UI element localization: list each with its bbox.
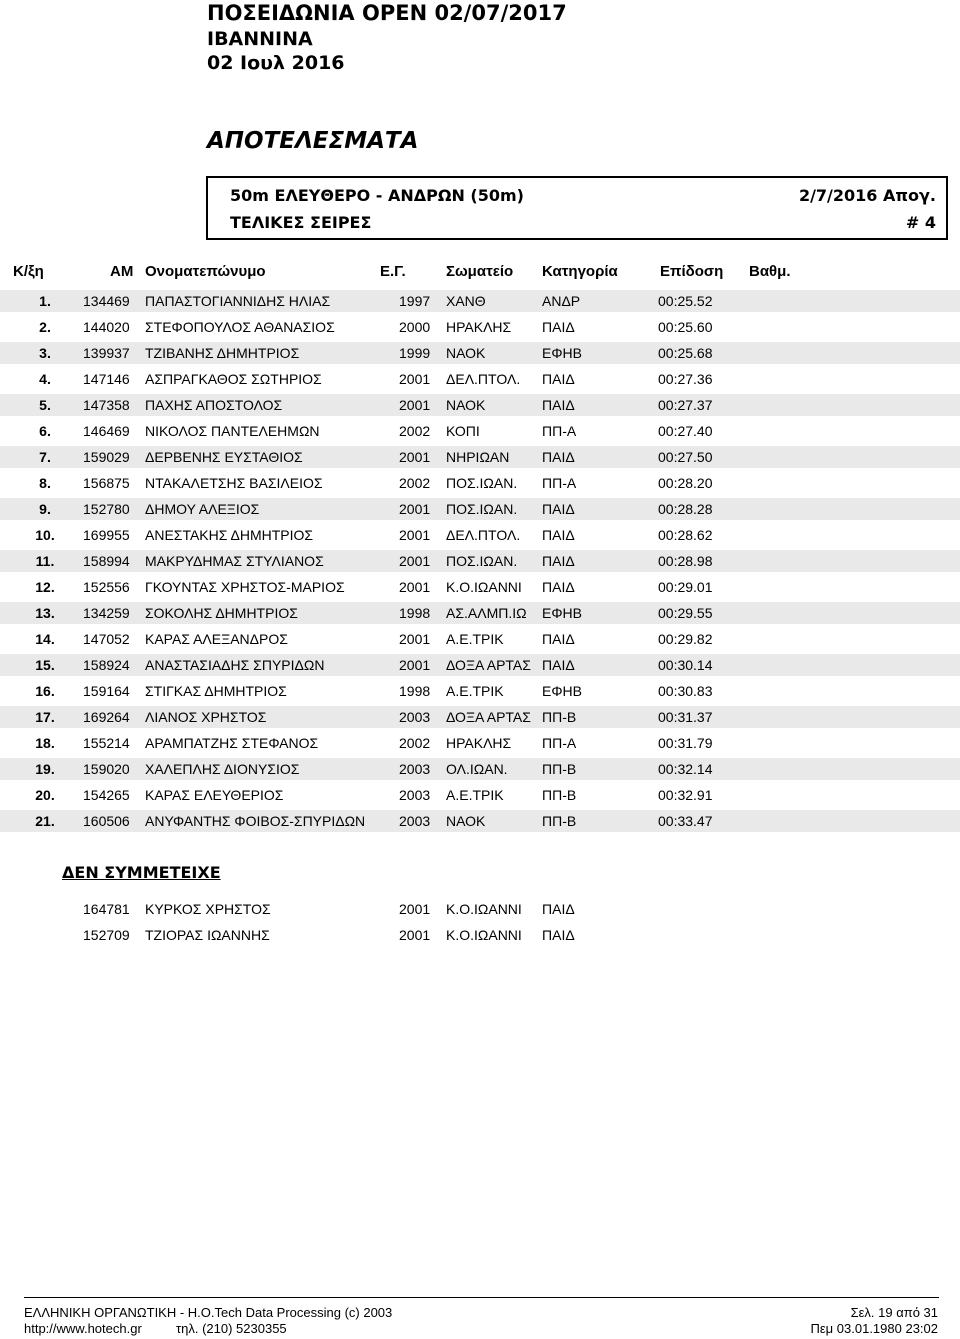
club-cell: ΝΗΡΙΩΑΝ <box>446 449 510 465</box>
athlete-id-cell: 164781 <box>83 901 130 917</box>
athlete-id-cell: 155214 <box>83 735 130 751</box>
birth-year-cell: 2002 <box>399 735 431 751</box>
athlete-name-cell: ΚΑΡΑΣ ΕΛΕΥΘΕΡΙΟΣ <box>145 787 284 803</box>
rank-cell: 19. <box>35 761 55 777</box>
time-cell: 00:27.37 <box>658 397 713 413</box>
club-cell: ΔΟΞΑ ΑΡΤΑΣ <box>446 657 531 673</box>
column-header-id: ΑΜ <box>110 263 134 280</box>
category-cell: ΠΑΙΔ <box>542 579 575 595</box>
athlete-id-cell: 134259 <box>83 605 130 621</box>
result-row <box>0 446 960 468</box>
birth-year-cell: 2003 <box>399 787 431 803</box>
club-cell: ΗΡΑΚΛΗΣ <box>446 319 512 335</box>
category-cell: ΠΠ-Α <box>542 475 577 491</box>
time-cell: 00:25.52 <box>658 293 713 309</box>
result-row <box>0 654 960 676</box>
result-row <box>0 810 960 832</box>
time-cell: 00:29.55 <box>658 605 713 621</box>
club-cell: Α.Ε.ΤΡΙΚ <box>446 787 504 803</box>
athlete-name-cell: ΔΗΜΟΥ ΑΛΕΞΙΟΣ <box>145 501 260 517</box>
category-cell: ΠΑΙΔ <box>542 397 575 413</box>
birth-year-cell: 1998 <box>399 605 431 621</box>
result-row <box>0 394 960 416</box>
club-cell: ΔΕΛ.ΠΤΟΛ. <box>446 371 521 387</box>
club-cell: ΟΛ.ΙΩΑΝ. <box>446 761 508 777</box>
time-cell: 00:27.50 <box>658 449 713 465</box>
birth-year-cell: 2001 <box>399 579 431 595</box>
athlete-name-cell: ΧΑΛΕΠΛΗΣ ΔΙΟΝΥΣΙΟΣ <box>145 761 300 777</box>
time-cell: 00:27.36 <box>658 371 713 387</box>
athlete-id-cell: 159164 <box>83 683 130 699</box>
footer-phone: τηλ. (210) 5230355 <box>176 1321 287 1336</box>
category-cell: ΕΦΗΒ <box>542 605 582 621</box>
birth-year-cell: 1999 <box>399 345 431 361</box>
birth-year-cell: 1997 <box>399 293 431 309</box>
category-cell: ΠΑΙΔ <box>542 927 575 943</box>
category-cell: ΠΑΙΔ <box>542 527 575 543</box>
category-cell: ΠΑΙΔ <box>542 631 575 647</box>
club-cell: Κ.Ο.ΙΩΑΝΝΙ <box>446 579 522 595</box>
athlete-name-cell: ΝΙΚΟΛΟΣ ΠΑΝΤΕΛΕΗΜΩΝ <box>145 423 320 439</box>
athlete-name-cell: ΣΟΚΟΛΗΣ ΔΗΜΗΤΡΙΟΣ <box>145 605 298 621</box>
club-cell: ΠΟΣ.ΙΩΑΝ. <box>446 475 518 491</box>
footer-website[interactable]: http://www.hotech.gr <box>24 1321 142 1336</box>
club-cell: ΧΑΝΘ <box>446 293 486 309</box>
club-cell: Κ.Ο.ΙΩΑΝΝΙ <box>446 901 522 917</box>
category-cell: ΠΑΙΔ <box>542 319 575 335</box>
rank-cell: 18. <box>35 735 55 751</box>
club-cell: ΠΟΣ.ΙΩΑΝ. <box>446 501 518 517</box>
club-cell: ΝΑΟΚ <box>446 345 486 361</box>
race-datetime: 2/7/2016 Απογ. <box>798 186 936 205</box>
club-cell: ΔΕΛ.ΠΤΟΛ. <box>446 527 521 543</box>
athlete-name-cell: ΠΑΠΑΣΤΟΓΙΑΝΝΙΔΗΣ ΗΛΙΑΣ <box>145 293 331 309</box>
club-cell: ΠΟΣ.ΙΩΑΝ. <box>446 553 518 569</box>
rank-cell: 11. <box>35 553 55 569</box>
birth-year-cell: 2001 <box>399 397 431 413</box>
result-row <box>0 758 960 780</box>
time-cell: 00:27.40 <box>658 423 713 439</box>
club-cell: Α.Ε.ΤΡΙΚ <box>446 631 504 647</box>
rank-cell: 1. <box>39 293 51 309</box>
category-cell: ΠΑΙΔ <box>542 901 575 917</box>
athlete-name-cell: ΤΖΙΒΑΝΗΣ ΔΗΜΗΤΡΙΟΣ <box>145 345 300 361</box>
time-cell: 00:28.62 <box>658 527 713 543</box>
athlete-id-cell: 154265 <box>83 787 130 803</box>
rank-cell: 8. <box>39 475 51 491</box>
athlete-name-cell: ΑΝΥΦΑΝΤΗΣ ΦΟΙΒΟΣ-ΣΠΥΡΙΔΩΝ <box>145 813 366 829</box>
athlete-id-cell: 160506 <box>83 813 130 829</box>
birth-year-cell: 2002 <box>399 475 431 491</box>
athlete-name-cell: ΚΥΡΚΟΣ ΧΡΗΣΤΟΣ <box>145 901 271 917</box>
birth-year-cell: 2001 <box>399 371 431 387</box>
club-cell: Κ.Ο.ΙΩΑΝΝΙ <box>446 927 522 943</box>
result-row <box>0 420 960 442</box>
time-cell: 00:33.47 <box>658 813 713 829</box>
category-cell: ΠΑΙΔ <box>542 657 575 673</box>
athlete-id-cell: 152556 <box>83 579 130 595</box>
athlete-id-cell: 158924 <box>83 657 130 673</box>
athlete-name-cell: ΤΖΙΟΡΑΣ ΙΩΑΝΝΗΣ <box>145 927 270 943</box>
athlete-name-cell: ΔΕΡΒΕΝΗΣ ΕΥΣΤΑΘΙΟΣ <box>145 449 303 465</box>
category-cell: ΠΠ-Α <box>542 423 577 439</box>
rank-cell: 13. <box>35 605 55 621</box>
club-cell: ΔΟΞΑ ΑΡΤΑΣ <box>446 709 531 725</box>
category-cell: ΠΠ-Α <box>542 735 577 751</box>
birth-year-cell: 2000 <box>399 319 431 335</box>
footer-org: ΕΛΛΗΝΙΚΗ ΟΡΓΑΝΩΤΙΚΗ - Η.Ο.Tech Data Processing (c) 2003 <box>24 1305 393 1320</box>
category-cell: ΠΠ-Β <box>542 709 577 725</box>
time-cell: 00:31.37 <box>658 709 713 725</box>
athlete-name-cell: ΜΑΚΡΥΔΗΜΑΣ ΣΤΥΛΙΑΝΟΣ <box>145 553 324 569</box>
birth-year-cell: 2001 <box>399 631 431 647</box>
rank-cell: 20. <box>35 787 55 803</box>
time-cell: 00:30.83 <box>658 683 713 699</box>
athlete-name-cell: ΣΤΕΦΟΠΟΥΛΟΣ ΑΘΑΝΑΣΙΟΣ <box>145 319 335 335</box>
time-cell: 00:29.01 <box>658 579 713 595</box>
rank-cell: 4. <box>39 371 51 387</box>
time-cell: 00:28.98 <box>658 553 713 569</box>
category-cell: ΠΑΙΔ <box>542 501 575 517</box>
result-row <box>0 550 960 572</box>
category-cell: ΠΑΙΔ <box>542 553 575 569</box>
heat-number: # 4 <box>905 213 936 232</box>
rank-cell: 17. <box>35 709 55 725</box>
athlete-id-cell: 152780 <box>83 501 130 517</box>
event-title: ΠΟΣΕΙΔΩΝΙΑ ΟΡΕΝ 02/07/2017 <box>207 1 567 25</box>
time-cell: 00:28.28 <box>658 501 713 517</box>
athlete-id-cell: 159029 <box>83 449 130 465</box>
athlete-name-cell: ΑΡΑΜΠΑΤΖΗΣ ΣΤΕΦΑΝΟΣ <box>145 735 319 751</box>
result-row <box>0 342 960 364</box>
club-cell: ΝΑΟΚ <box>446 813 486 829</box>
athlete-name-cell: ΣΤΙΓΚΑΣ ΔΗΜΗΤΡΙΟΣ <box>145 683 287 699</box>
rank-cell: 14. <box>35 631 55 647</box>
rank-cell: 2. <box>39 319 51 335</box>
column-header-year: Ε.Γ. <box>380 263 406 280</box>
athlete-id-cell: 134469 <box>83 293 130 309</box>
rank-cell: 15. <box>35 657 55 673</box>
club-cell: ΑΣ.ΑΛΜΠ.ΙΩ <box>446 605 527 621</box>
rank-cell: 7. <box>39 449 51 465</box>
athlete-id-cell: 147146 <box>83 371 130 387</box>
rank-cell: 5. <box>39 397 51 413</box>
athlete-id-cell: 144020 <box>83 319 130 335</box>
column-header-club: Σωματείο <box>446 263 514 280</box>
athlete-id-cell: 156875 <box>83 475 130 491</box>
race-round: ΤΕΛΙΚΕΣ ΣΕΙΡΕΣ <box>230 213 372 232</box>
category-cell: ΠΑΙΔ <box>542 371 575 387</box>
athlete-id-cell: 169955 <box>83 527 130 543</box>
dns-heading: ΔΕΝ ΣΥΜΜΕΤΕΙΧΕ <box>62 863 221 882</box>
birth-year-cell: 2001 <box>399 449 431 465</box>
results-heading: ΑΠΟΤΕΛΕΣΜΑΤΑ <box>207 128 419 154</box>
birth-year-cell: 2001 <box>399 901 431 917</box>
race-name: 50m ΕΛΕΥΘΕΡΟ - ΑΝΔΡΩΝ (50m) <box>230 186 524 205</box>
category-cell: ΠΠ-Β <box>542 787 577 803</box>
athlete-name-cell: ΑΝΕΣΤΑΚΗΣ ΔΗΜΗΤΡΙΟΣ <box>145 527 314 543</box>
result-row <box>0 368 960 390</box>
event-date: 02 Ιουλ 2016 <box>207 52 345 74</box>
athlete-id-cell: 169264 <box>83 709 130 725</box>
athlete-name-cell: ΠΑΧΗΣ ΑΠΟΣΤΟΛΟΣ <box>145 397 283 413</box>
athlete-id-cell: 158994 <box>83 553 130 569</box>
column-header-time: Επίδοση <box>660 263 724 280</box>
rank-cell: 12. <box>35 579 55 595</box>
time-cell: 00:25.60 <box>658 319 713 335</box>
rank-cell: 3. <box>39 345 51 361</box>
time-cell: 00:29.82 <box>658 631 713 647</box>
athlete-name-cell: ΑΝΑΣΤΑΣΙΑΔΗΣ ΣΠΥΡΙΔΩΝ <box>145 657 325 673</box>
birth-year-cell: 2001 <box>399 527 431 543</box>
birth-year-cell: 2003 <box>399 761 431 777</box>
birth-year-cell: 2001 <box>399 553 431 569</box>
birth-year-cell: 2003 <box>399 813 431 829</box>
athlete-name-cell: ΓΚΟΥΝΤΑΣ ΧΡΗΣΤΟΣ-ΜΑΡΙΟΣ <box>145 579 345 595</box>
athlete-id-cell: 159020 <box>83 761 130 777</box>
athlete-id-cell: 146469 <box>83 423 130 439</box>
column-header-rank: Κ/ξη <box>13 263 44 280</box>
dns-row <box>0 898 960 920</box>
category-cell: ΠΠ-Β <box>542 761 577 777</box>
birth-year-cell: 2001 <box>399 501 431 517</box>
column-header-category: Κατηγορία <box>542 263 618 280</box>
category-cell: ΕΦΗΒ <box>542 683 582 699</box>
category-cell: ΕΦΗΒ <box>542 345 582 361</box>
athlete-name-cell: ΑΣΠΡΑΓΚΑΘΟΣ ΣΩΤΗΡΙΟΣ <box>145 371 322 387</box>
athlete-id-cell: 147052 <box>83 631 130 647</box>
birth-year-cell: 1998 <box>399 683 431 699</box>
rank-cell: 21. <box>35 813 55 829</box>
athlete-name-cell: ΚΑΡΑΣ ΑΛΕΞΑΝΔΡΟΣ <box>145 631 288 647</box>
result-row <box>0 602 960 624</box>
club-cell: ΗΡΑΚΛΗΣ <box>446 735 512 751</box>
race-box <box>206 176 948 240</box>
rank-cell: 9. <box>39 501 51 517</box>
result-row <box>0 498 960 520</box>
column-header-points: Βαθμ. <box>749 263 791 280</box>
result-row <box>0 732 960 754</box>
birth-year-cell: 2002 <box>399 423 431 439</box>
athlete-name-cell: ΛΙΑΝΟΣ ΧΡΗΣΤΟΣ <box>145 709 267 725</box>
result-row <box>0 316 960 338</box>
club-cell: ΚΟΠΙ <box>446 423 480 439</box>
footer-rule <box>24 1297 939 1298</box>
column-header-name: Ονοματεπώνυμο <box>145 263 266 280</box>
category-cell: ΠΑΙΔ <box>542 449 575 465</box>
result-row <box>0 784 960 806</box>
result-row <box>0 524 960 546</box>
athlete-id-cell: 152709 <box>83 927 130 943</box>
athlete-id-cell: 147358 <box>83 397 130 413</box>
rank-cell: 10. <box>35 527 55 543</box>
club-cell: ΝΑΟΚ <box>446 397 486 413</box>
athlete-name-cell: ΝΤΑΚΑΛΕΤΣΗΣ ΒΑΣΙΛΕΙΟΣ <box>145 475 323 491</box>
result-row <box>0 628 960 650</box>
rank-cell: 16. <box>35 683 55 699</box>
footer-print-date: Πεμ 03.01.1980 23:02 <box>810 1321 938 1336</box>
result-row <box>0 706 960 728</box>
birth-year-cell: 2001 <box>399 927 431 943</box>
category-cell: ΑΝΔΡ <box>542 293 581 309</box>
rank-cell: 6. <box>39 423 51 439</box>
result-row <box>0 576 960 598</box>
club-cell: Α.Ε.ΤΡΙΚ <box>446 683 504 699</box>
time-cell: 00:25.68 <box>658 345 713 361</box>
time-cell: 00:32.91 <box>658 787 713 803</box>
result-row <box>0 472 960 494</box>
time-cell: 00:28.20 <box>658 475 713 491</box>
time-cell: 00:31.79 <box>658 735 713 751</box>
footer-page-number: Σελ. 19 από 31 <box>850 1305 938 1320</box>
birth-year-cell: 2001 <box>399 657 431 673</box>
category-cell: ΠΠ-Β <box>542 813 577 829</box>
dns-row <box>0 924 960 946</box>
result-row <box>0 290 960 312</box>
result-row <box>0 680 960 702</box>
venue: ΙΒΑΝΝΙΝΑ <box>207 28 313 50</box>
athlete-id-cell: 139937 <box>83 345 130 361</box>
time-cell: 00:32.14 <box>658 761 713 777</box>
time-cell: 00:30.14 <box>658 657 713 673</box>
birth-year-cell: 2003 <box>399 709 431 725</box>
